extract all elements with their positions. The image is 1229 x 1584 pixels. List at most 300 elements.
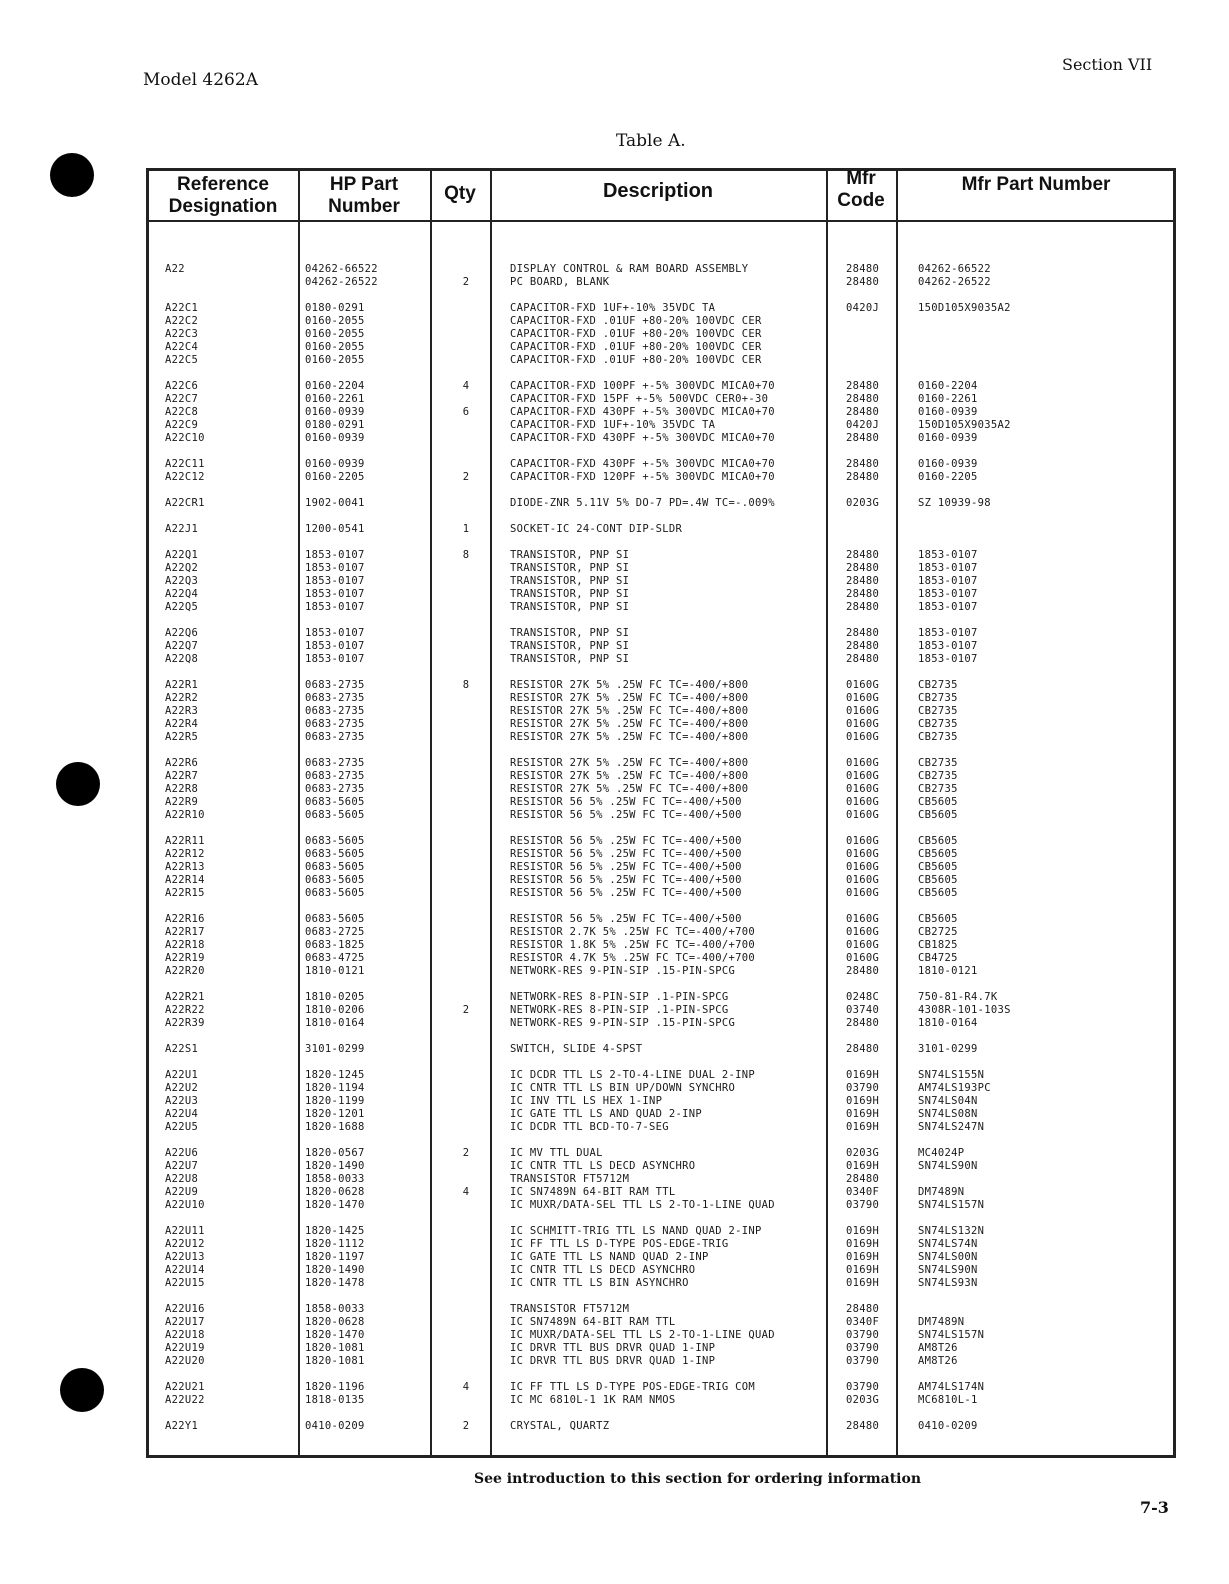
qty-cell: 2 <box>462 1004 470 1016</box>
mfr-code-cell: 0203G <box>846 497 880 509</box>
description-cell: CAPACITOR-FXD 430PF +-5% 300VDC MICA0+70 <box>510 406 775 418</box>
ref-cell: A22Q5 <box>165 601 199 613</box>
ref-cell: A22R21 <box>165 991 205 1003</box>
description-cell: CAPACITOR-FXD .01UF +80-20% 100VDC CER <box>510 328 762 340</box>
mfr-part-cell: SN74LS93N <box>918 1277 978 1289</box>
description-cell: IC CNTR TTL LS DECD ASYNCHRO <box>510 1160 696 1172</box>
hp-part-cell: 1820-0628 <box>305 1186 365 1198</box>
description-cell: RESISTOR 27K 5% .25W FC TC=-400/+800 <box>510 692 749 704</box>
ref-cell: A22R22 <box>165 1004 205 1016</box>
ref-cell: A22C11 <box>165 458 205 470</box>
description-cell: TRANSISTOR FT5712M <box>510 1303 630 1315</box>
description-cell: IC DRVR TTL BUS DRVR QUAD 1-INP <box>510 1355 716 1367</box>
ref-cell: A22R17 <box>165 926 205 938</box>
hp-part-cell: 1810-0164 <box>305 1017 365 1029</box>
ref-cell: A22Q4 <box>165 588 199 600</box>
mfr-code-cell: 0248C <box>846 991 880 1003</box>
mfr-part-cell: 0160-0939 <box>918 458 978 470</box>
ref-cell: A22Q6 <box>165 627 199 639</box>
description-cell: IC SN7489N 64-BIT RAM TTL <box>510 1186 676 1198</box>
ref-cell: A22R4 <box>165 718 199 730</box>
hp-part-cell: 1820-1478 <box>305 1277 365 1289</box>
mfr-part-cell: DM7489N <box>918 1316 965 1328</box>
description-cell: TRANSISTOR, PNP SI <box>510 549 630 561</box>
mfr-code-cell: 0169H <box>846 1160 880 1172</box>
mfr-code-cell: 0160G <box>846 770 880 782</box>
hp-part-cell: 1810-0205 <box>305 991 365 1003</box>
mfr-code-cell: 03790 <box>846 1199 880 1211</box>
hp-part-cell: 1853-0107 <box>305 575 365 587</box>
ref-cell: A22U16 <box>165 1303 205 1315</box>
mfr-part-cell: CB2735 <box>918 692 958 704</box>
ref-cell: A22C12 <box>165 471 205 483</box>
mfr-part-cell: 0160-2261 <box>918 393 978 405</box>
description-cell: CAPACITOR-FXD .01UF +80-20% 100VDC CER <box>510 315 762 327</box>
hp-part-cell: 1810-0206 <box>305 1004 365 1016</box>
description-cell: DIODE-ZNR 5.11V 5% DO-7 PD=.4W TC=-.009% <box>510 497 775 509</box>
mfr-code-cell: 28480 <box>846 653 880 665</box>
mfr-part-cell: CB5605 <box>918 796 958 808</box>
qty-cell: 8 <box>462 679 470 691</box>
mfr-code-cell: 28480 <box>846 601 880 613</box>
hp-part-cell: 1820-1199 <box>305 1095 365 1107</box>
mfr-code-cell: 28480 <box>846 549 880 561</box>
hp-part-cell: 0160-2261 <box>305 393 365 405</box>
mfr-part-cell: SN74LS74N <box>918 1238 978 1250</box>
description-cell: IC MUXR/DATA-SEL TTL LS 2-TO-1-LINE QUAD <box>510 1199 775 1211</box>
mfr-code-cell: 0340F <box>846 1186 880 1198</box>
mfr-part-cell: 750-81-R4.7K <box>918 991 998 1003</box>
hp-part-cell: 1820-1425 <box>305 1225 365 1237</box>
hp-part-cell: 1853-0107 <box>305 601 365 613</box>
mfr-part-cell: CB5605 <box>918 887 958 899</box>
header-reference-designation: Reference Designation <box>168 174 278 217</box>
mfr-code-cell: 0203G <box>846 1394 880 1406</box>
hp-part-cell: 04262-26522 <box>305 276 378 288</box>
ref-cell: A22R15 <box>165 887 205 899</box>
description-cell: RESISTOR 27K 5% .25W FC TC=-400/+800 <box>510 679 749 691</box>
ref-cell: A22U3 <box>165 1095 199 1107</box>
hp-part-cell: 1902-0041 <box>305 497 365 509</box>
hp-part-cell: 0683-2735 <box>305 731 365 743</box>
description-cell: IC INV TTL LS HEX 1-INP <box>510 1095 663 1107</box>
description-cell: CAPACITOR-FXD 120PF +-5% 300VDC MICA0+70 <box>510 471 775 483</box>
hp-part-cell: 0683-2735 <box>305 770 365 782</box>
header-mfr-part-number: Mfr Part Number <box>961 174 1111 195</box>
description-cell: NETWORK-RES 9-PIN-SIP .15-PIN-SPCG <box>510 1017 736 1029</box>
ref-cell: A22R5 <box>165 731 199 743</box>
mfr-part-cell: 1853-0107 <box>918 549 978 561</box>
mfr-part-cell: 04262-26522 <box>918 276 991 288</box>
mfr-part-cell: DM7489N <box>918 1186 965 1198</box>
hp-part-cell: 1853-0107 <box>305 562 365 574</box>
mfr-part-cell: 1853-0107 <box>918 653 978 665</box>
hp-part-cell: 1810-0121 <box>305 965 365 977</box>
qty-cell: 4 <box>462 1186 470 1198</box>
mfr-code-cell: 0160G <box>846 718 880 730</box>
hp-part-cell: 0410-0209 <box>305 1420 365 1432</box>
ref-cell: A22U18 <box>165 1329 205 1341</box>
ref-cell: A22CR1 <box>165 497 205 509</box>
mfr-part-cell: SN74LS157N <box>918 1199 985 1211</box>
mfr-part-cell: CB5605 <box>918 913 958 925</box>
ref-cell: A22U22 <box>165 1394 205 1406</box>
ref-cell: A22R7 <box>165 770 199 782</box>
ref-cell: A22U10 <box>165 1199 205 1211</box>
qty-cell: 2 <box>462 1420 470 1432</box>
ref-cell: A22C1 <box>165 302 199 314</box>
mfr-code-cell: 0420J <box>846 302 880 314</box>
hp-part-cell: 1820-1245 <box>305 1069 365 1081</box>
description-cell: TRANSISTOR FT5712M <box>510 1173 630 1185</box>
hp-part-cell: 0683-5605 <box>305 887 365 899</box>
description-cell: RESISTOR 56 5% .25W FC TC=-400/+500 <box>510 835 742 847</box>
hp-part-cell: 0683-5605 <box>305 796 365 808</box>
mfr-code-cell: 0160G <box>846 757 880 769</box>
mfr-code-cell: 0340F <box>846 1316 880 1328</box>
description-cell: CAPACITOR-FXD 1UF+-10% 35VDC TA <box>510 302 716 314</box>
qty-cell: 1 <box>462 523 470 535</box>
mfr-part-cell: CB2735 <box>918 679 958 691</box>
ref-cell: A22U12 <box>165 1238 205 1250</box>
mfr-code-cell: 0203G <box>846 1147 880 1159</box>
hp-part-cell: 1853-0107 <box>305 549 365 561</box>
hp-part-cell: 1820-1196 <box>305 1381 365 1393</box>
mfr-part-cell: CB2735 <box>918 757 958 769</box>
description-cell: RESISTOR 56 5% .25W FC TC=-400/+500 <box>510 913 742 925</box>
hp-part-cell: 0160-2055 <box>305 315 365 327</box>
ref-cell: A22C6 <box>165 380 199 392</box>
ref-cell: A22Q8 <box>165 653 199 665</box>
hp-part-cell: 0683-1825 <box>305 939 365 951</box>
description-cell: RESISTOR 56 5% .25W FC TC=-400/+500 <box>510 861 742 873</box>
description-cell: IC MC 6810L-1 1K RAM NMOS <box>510 1394 676 1406</box>
mfr-code-cell: 28480 <box>846 1173 880 1185</box>
ref-cell: A22R13 <box>165 861 205 873</box>
hp-part-cell: 0160-2204 <box>305 380 365 392</box>
hp-part-cell: 0683-5605 <box>305 848 365 860</box>
hp-part-cell: 0683-2735 <box>305 757 365 769</box>
mfr-code-cell: 03790 <box>846 1329 880 1341</box>
ref-cell: A22U1 <box>165 1069 199 1081</box>
mfr-part-cell: SN74LS04N <box>918 1095 978 1107</box>
description-cell: IC MUXR/DATA-SEL TTL LS 2-TO-1-LINE QUAD <box>510 1329 775 1341</box>
hp-part-cell: 0160-2055 <box>305 328 365 340</box>
mfr-code-cell: 0169H <box>846 1069 880 1081</box>
mfr-code-cell: 0160G <box>846 679 880 691</box>
hp-part-cell: 1820-1194 <box>305 1082 365 1094</box>
mfr-code-cell: 03740 <box>846 1004 880 1016</box>
hp-part-cell: 1820-1081 <box>305 1342 365 1354</box>
ref-cell: A22U13 <box>165 1251 205 1263</box>
description-cell: CAPACITOR-FXD 430PF +-5% 300VDC MICA0+70 <box>510 432 775 444</box>
description-cell: NETWORK-RES 8-PIN-SIP .1-PIN-SPCG <box>510 1004 729 1016</box>
mfr-code-cell: 03790 <box>846 1381 880 1393</box>
mfr-part-cell: 1853-0107 <box>918 601 978 613</box>
hp-part-cell: 1820-1197 <box>305 1251 365 1263</box>
description-cell: RESISTOR 56 5% .25W FC TC=-400/+500 <box>510 796 742 808</box>
hp-part-cell: 0683-2735 <box>305 679 365 691</box>
mfr-code-cell: 28480 <box>846 1043 880 1055</box>
header-mfr-code: Mfr Code <box>837 168 885 211</box>
mfr-code-cell: 03790 <box>846 1342 880 1354</box>
mfr-part-cell: 1853-0107 <box>918 640 978 652</box>
mfr-code-cell: 28480 <box>846 588 880 600</box>
ref-cell: A22U8 <box>165 1173 199 1185</box>
hp-part-cell: 1818-0135 <box>305 1394 365 1406</box>
mfr-part-cell: 150D105X9035A2 <box>918 419 1011 431</box>
description-cell: RESISTOR 1.8K 5% .25W FC TC=-400/+700 <box>510 939 755 951</box>
mfr-part-cell: MC4024P <box>918 1147 965 1159</box>
description-cell: CAPACITOR-FXD .01UF +80-20% 100VDC CER <box>510 354 762 366</box>
column-divider <box>826 168 828 1458</box>
mfr-code-cell: 03790 <box>846 1355 880 1367</box>
header-description: Description <box>602 180 714 202</box>
hp-part-cell: 0160-2055 <box>305 354 365 366</box>
mfr-part-cell: SN74LS247N <box>918 1121 985 1133</box>
ref-cell: A22R19 <box>165 952 205 964</box>
mfr-code-cell: 0160G <box>846 887 880 899</box>
hp-part-cell: 0683-2725 <box>305 926 365 938</box>
mfr-part-cell: CB2735 <box>918 718 958 730</box>
binder-hole-middle <box>56 762 100 806</box>
description-cell: IC DCDR TTL BCD-TO-7-SEG <box>510 1121 669 1133</box>
ref-cell: A22R12 <box>165 848 205 860</box>
description-cell: IC FF TTL LS D-TYPE POS-EDGE-TRIG <box>510 1238 729 1250</box>
column-divider <box>298 168 300 1458</box>
ref-cell: A22U19 <box>165 1342 205 1354</box>
mfr-part-cell: CB2735 <box>918 731 958 743</box>
hp-part-cell: 1853-0107 <box>305 640 365 652</box>
mfr-part-cell: SN74LS08N <box>918 1108 978 1120</box>
description-cell: IC DRVR TTL BUS DRVR QUAD 1-INP <box>510 1342 716 1354</box>
mfr-part-cell: 150D105X9035A2 <box>918 302 1011 314</box>
mfr-part-cell: 0160-2204 <box>918 380 978 392</box>
mfr-part-cell: CB2735 <box>918 783 958 795</box>
column-divider <box>430 168 432 1458</box>
page-number: 7-3 <box>1140 1498 1169 1517</box>
mfr-part-cell: SZ 10939-98 <box>918 497 991 509</box>
mfr-part-cell: 0160-0939 <box>918 432 978 444</box>
mfr-code-cell: 03790 <box>846 1082 880 1094</box>
description-cell: CRYSTAL, QUARTZ <box>510 1420 610 1432</box>
mfr-part-cell: AM74LS174N <box>918 1381 985 1393</box>
mfr-part-cell: CB1825 <box>918 939 958 951</box>
description-cell: RESISTOR 27K 5% .25W FC TC=-400/+800 <box>510 705 749 717</box>
mfr-code-cell: 28480 <box>846 640 880 652</box>
description-cell: CAPACITOR-FXD 15PF +-5% 500VDC CER0+-30 <box>510 393 769 405</box>
mfr-code-cell: 28480 <box>846 432 880 444</box>
ref-cell: A22R3 <box>165 705 199 717</box>
description-cell: IC SN7489N 64-BIT RAM TTL <box>510 1316 676 1328</box>
mfr-part-cell: 0160-2205 <box>918 471 978 483</box>
ref-cell: A22R39 <box>165 1017 205 1029</box>
mfr-part-cell: 4308R-101-103S <box>918 1004 1011 1016</box>
ref-cell: A22U21 <box>165 1381 205 1393</box>
mfr-part-cell: CB2735 <box>918 770 958 782</box>
description-cell: IC GATE TTL LS AND QUAD 2-INP <box>510 1108 703 1120</box>
mfr-part-cell: AM8T26 <box>918 1355 958 1367</box>
hp-part-cell: 0683-2735 <box>305 705 365 717</box>
ref-cell: A22R1 <box>165 679 199 691</box>
ref-cell: A22U15 <box>165 1277 205 1289</box>
mfr-code-cell: 28480 <box>846 1017 880 1029</box>
description-cell: RESISTOR 27K 5% .25W FC TC=-400/+800 <box>510 731 749 743</box>
hp-part-cell: 1820-1470 <box>305 1329 365 1341</box>
hp-part-cell: 0683-2735 <box>305 718 365 730</box>
mfr-part-cell: 1853-0107 <box>918 627 978 639</box>
mfr-code-cell: 0160G <box>846 796 880 808</box>
description-cell: CAPACITOR-FXD 100PF +-5% 300VDC MICA0+70 <box>510 380 775 392</box>
ref-cell: A22U17 <box>165 1316 205 1328</box>
mfr-code-cell: 0169H <box>846 1238 880 1250</box>
hp-part-cell: 1200-0541 <box>305 523 365 535</box>
description-cell: TRANSISTOR, PNP SI <box>510 653 630 665</box>
hp-part-cell: 0683-5605 <box>305 913 365 925</box>
description-cell: CAPACITOR-FXD 430PF +-5% 300VDC MICA0+70 <box>510 458 775 470</box>
mfr-code-cell: 28480 <box>846 965 880 977</box>
ref-cell: A22R20 <box>165 965 205 977</box>
qty-cell: 2 <box>462 471 470 483</box>
mfr-code-cell: 28480 <box>846 562 880 574</box>
mfr-code-cell: 0160G <box>846 939 880 951</box>
hp-part-cell: 0160-0939 <box>305 458 365 470</box>
mfr-part-cell: 0160-0939 <box>918 406 978 418</box>
ref-cell: A22U4 <box>165 1108 199 1120</box>
hp-part-cell: 1820-1490 <box>305 1264 365 1276</box>
mfr-code-cell: 0169H <box>846 1225 880 1237</box>
mfr-part-cell: CB2725 <box>918 926 958 938</box>
ref-cell: A22C2 <box>165 315 199 327</box>
hp-part-cell: 1853-0107 <box>305 588 365 600</box>
ordering-note: See introduction to this section for ordering information <box>474 1471 922 1487</box>
header-hp-part-number: HP Part Number <box>328 174 400 217</box>
hp-part-cell: 1853-0107 <box>305 653 365 665</box>
mfr-code-cell: 0160G <box>846 731 880 743</box>
qty-cell: 2 <box>462 276 470 288</box>
ref-cell: A22U7 <box>165 1160 199 1172</box>
hp-part-cell: 0683-5605 <box>305 861 365 873</box>
mfr-part-cell: SN74LS132N <box>918 1225 985 1237</box>
description-cell: RESISTOR 56 5% .25W FC TC=-400/+500 <box>510 887 742 899</box>
ref-cell: A22U20 <box>165 1355 205 1367</box>
hp-part-cell: 0160-0939 <box>305 406 365 418</box>
hp-part-cell: 3101-0299 <box>305 1043 365 1055</box>
description-cell: CAPACITOR-FXD 1UF+-10% 35VDC TA <box>510 419 716 431</box>
mfr-code-cell: 28480 <box>846 458 880 470</box>
description-cell: NETWORK-RES 8-PIN-SIP .1-PIN-SPCG <box>510 991 729 1003</box>
ref-cell: A22C4 <box>165 341 199 353</box>
mfr-code-cell: 0169H <box>846 1095 880 1107</box>
hp-part-cell: 1820-0567 <box>305 1147 365 1159</box>
description-cell: TRANSISTOR, PNP SI <box>510 588 630 600</box>
hp-part-cell: 0683-5605 <box>305 874 365 886</box>
mfr-code-cell: 0160G <box>846 705 880 717</box>
description-cell: TRANSISTOR, PNP SI <box>510 627 630 639</box>
mfr-part-cell: AM8T26 <box>918 1342 958 1354</box>
qty-cell: 4 <box>462 380 470 392</box>
description-cell: RESISTOR 4.7K 5% .25W FC TC=-400/+700 <box>510 952 755 964</box>
mfr-code-cell: 0420J <box>846 419 880 431</box>
mfr-part-cell: CB2735 <box>918 705 958 717</box>
ref-cell: A22U9 <box>165 1186 199 1198</box>
mfr-code-cell: 0169H <box>846 1121 880 1133</box>
ref-cell: A22C9 <box>165 419 199 431</box>
model-number: Model 4262A <box>143 70 258 90</box>
mfr-code-cell: 0169H <box>846 1108 880 1120</box>
mfr-code-cell: 28480 <box>846 575 880 587</box>
mfr-code-cell: 0160G <box>846 848 880 860</box>
ref-cell: A22U5 <box>165 1121 199 1133</box>
ref-cell: A22J1 <box>165 523 199 535</box>
mfr-part-cell: SN74LS00N <box>918 1251 978 1263</box>
ref-cell: A22R10 <box>165 809 205 821</box>
binder-hole-top <box>50 153 94 197</box>
hp-part-cell: 0683-2735 <box>305 783 365 795</box>
mfr-code-cell: 0160G <box>846 692 880 704</box>
description-cell: RESISTOR 56 5% .25W FC TC=-400/+500 <box>510 809 742 821</box>
qty-cell: 8 <box>462 549 470 561</box>
description-cell: TRANSISTOR, PNP SI <box>510 601 630 613</box>
binder-hole-bottom <box>60 1368 104 1412</box>
description-cell: RESISTOR 56 5% .25W FC TC=-400/+500 <box>510 848 742 860</box>
qty-cell: 2 <box>462 1147 470 1159</box>
header-rule <box>146 220 1176 222</box>
mfr-part-cell: 1810-0164 <box>918 1017 978 1029</box>
description-cell: IC FF TTL LS D-TYPE POS-EDGE-TRIG COM <box>510 1381 755 1393</box>
table-title: Table A. <box>616 131 686 151</box>
mfr-part-cell: CB5605 <box>918 861 958 873</box>
ref-cell: A22U14 <box>165 1264 205 1276</box>
mfr-code-cell: 0160G <box>846 835 880 847</box>
description-cell: RESISTOR 27K 5% .25W FC TC=-400/+800 <box>510 718 749 730</box>
mfr-code-cell: 0169H <box>846 1277 880 1289</box>
mfr-part-cell: 1853-0107 <box>918 588 978 600</box>
mfr-code-cell: 0160G <box>846 952 880 964</box>
description-cell: IC MV TTL DUAL <box>510 1147 603 1159</box>
ref-cell: A22R18 <box>165 939 205 951</box>
mfr-part-cell: CB5605 <box>918 874 958 886</box>
description-cell: SOCKET-IC 24-CONT DIP-SLDR <box>510 523 683 535</box>
ref-cell: A22R9 <box>165 796 199 808</box>
ref-cell: A22Q2 <box>165 562 199 574</box>
mfr-part-cell: 04262-66522 <box>918 263 991 275</box>
mfr-code-cell: 0160G <box>846 926 880 938</box>
mfr-code-cell: 28480 <box>846 627 880 639</box>
ref-cell: A22C10 <box>165 432 205 444</box>
ref-cell: A22C7 <box>165 393 199 405</box>
mfr-part-cell: SN74LS157N <box>918 1329 985 1341</box>
mfr-part-cell: MC6810L-1 <box>918 1394 978 1406</box>
description-cell: PC BOARD, BLANK <box>510 276 610 288</box>
description-cell: IC DCDR TTL LS 2-TO-4-LINE DUAL 2-INP <box>510 1069 755 1081</box>
description-cell: RESISTOR 56 5% .25W FC TC=-400/+500 <box>510 874 742 886</box>
hp-part-cell: 0160-2055 <box>305 341 365 353</box>
description-cell: SWITCH, SLIDE 4-SPST <box>510 1043 643 1055</box>
mfr-code-cell: 0169H <box>846 1264 880 1276</box>
ref-cell: A22C8 <box>165 406 199 418</box>
mfr-part-cell: CB5605 <box>918 835 958 847</box>
mfr-code-cell: 28480 <box>846 406 880 418</box>
hp-part-cell: 1820-0628 <box>305 1316 365 1328</box>
mfr-part-cell: 0410-0209 <box>918 1420 978 1432</box>
mfr-part-cell: SN74LS155N <box>918 1069 985 1081</box>
ref-cell: A22U6 <box>165 1147 199 1159</box>
description-cell: RESISTOR 27K 5% .25W FC TC=-400/+800 <box>510 770 749 782</box>
hp-part-cell: 1820-1081 <box>305 1355 365 1367</box>
hp-part-cell: 1858-0033 <box>305 1173 365 1185</box>
description-cell: IC CNTR TTL LS DECD ASYNCHRO <box>510 1264 696 1276</box>
